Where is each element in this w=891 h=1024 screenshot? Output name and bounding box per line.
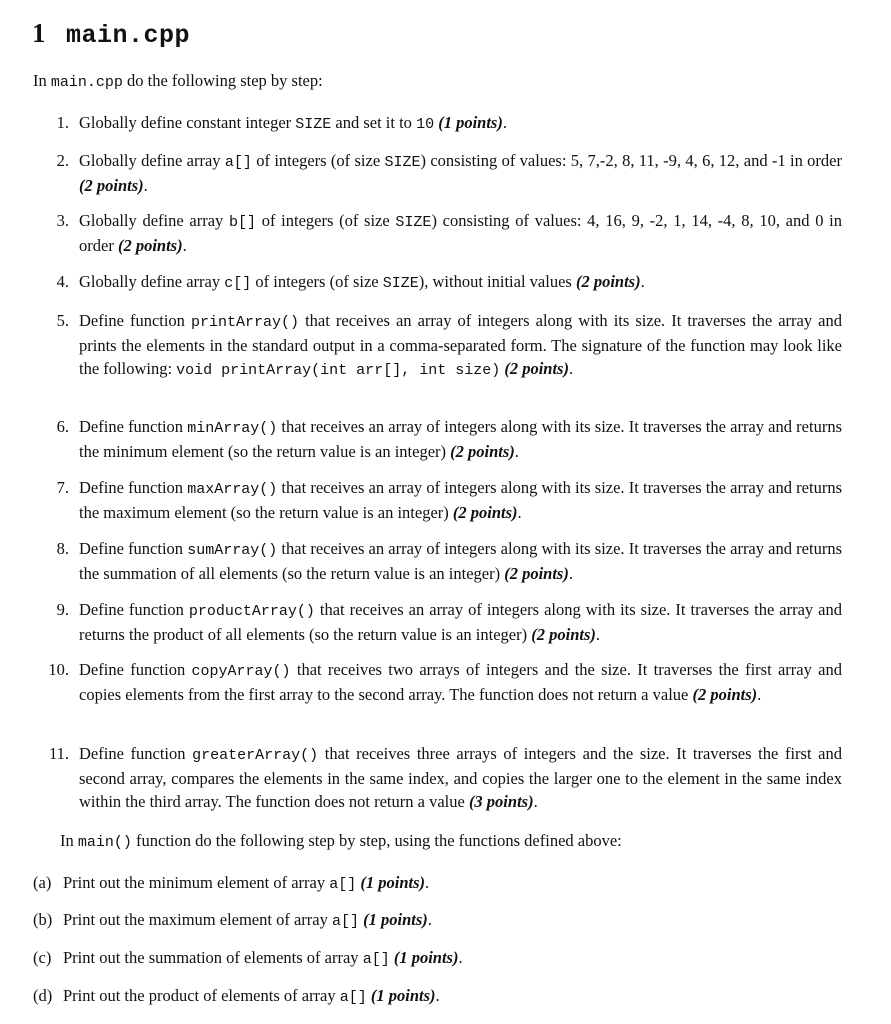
task-number: 2. bbox=[56, 151, 69, 170]
text-run: Globally define array bbox=[79, 211, 229, 230]
text-run: Print out the maximum element of array bbox=[63, 910, 332, 929]
text-run: Print out the product of elements of array bbox=[63, 986, 340, 1005]
points-label: (1 points) bbox=[438, 113, 503, 132]
text-run: Globally define array bbox=[79, 151, 225, 170]
inline-code: SIZE bbox=[382, 275, 419, 292]
intro-code: main.cpp bbox=[50, 74, 123, 91]
inline-code: a[] bbox=[339, 989, 367, 1006]
section-heading bbox=[32, 18, 190, 50]
points-label: (2 points) bbox=[452, 503, 518, 522]
inline-code: a[] bbox=[362, 951, 390, 968]
text-run: Print out the minimum element of array bbox=[63, 873, 330, 892]
text-run: . bbox=[143, 176, 148, 195]
inline-code: minArray() bbox=[187, 420, 278, 437]
task-item bbox=[56, 209, 842, 257]
points-label: (2 points) bbox=[531, 625, 596, 644]
task-item bbox=[56, 476, 842, 524]
text-run: . bbox=[425, 873, 430, 892]
subtask-item bbox=[33, 908, 432, 933]
task-number: 4. bbox=[56, 272, 69, 291]
points-label: (1 points) bbox=[393, 948, 459, 967]
points-label: (3 points) bbox=[468, 792, 534, 811]
subtask-letter: (d) bbox=[33, 986, 53, 1005]
text-run: Globally define array bbox=[79, 272, 225, 291]
text-run: that receives an array of integers along with its size. It traverses the array and returns the product of all elements (so the return value is an integer) bbox=[79, 600, 842, 644]
inline-code: a[] bbox=[331, 913, 359, 930]
subtask-letter: (a) bbox=[33, 873, 52, 892]
text-run: . bbox=[517, 503, 522, 522]
text-run: . bbox=[182, 236, 187, 255]
points-label: (2 points) bbox=[504, 564, 569, 583]
text-run: . bbox=[502, 113, 507, 132]
inline-code: a[] bbox=[224, 154, 252, 171]
text-run: that receives two arrays of integers and the size. It traverses the first array and copies elements from the first array to the second array. The function does not return a value bbox=[79, 660, 842, 704]
text-run: of integers (of size bbox=[251, 272, 383, 291]
task-number: 9. bbox=[56, 600, 69, 619]
section-number: 1 bbox=[32, 18, 46, 48]
points-label: (2 points) bbox=[504, 359, 569, 378]
text-run: of integers (of size bbox=[251, 151, 385, 170]
inline-code: maxArray() bbox=[187, 481, 278, 498]
main-intro-text: In bbox=[60, 831, 78, 850]
inline-code: productArray() bbox=[188, 603, 315, 620]
task-number: 5. bbox=[56, 311, 69, 330]
inline-code: greaterArray() bbox=[192, 747, 319, 764]
subtask-letter: (b) bbox=[33, 910, 53, 929]
text-run: . bbox=[427, 910, 432, 929]
text-run: . bbox=[568, 359, 574, 378]
text-run: ) consisting of values: 5, 7,-2, 8, 11, -9, 4, 6, 12, and -1 in order bbox=[420, 151, 842, 170]
text-run: . bbox=[514, 442, 519, 461]
text-run: Globally define constant integer bbox=[79, 113, 296, 132]
task-item bbox=[56, 309, 842, 382]
text-run: Define function bbox=[79, 660, 192, 679]
points-label: (2 points) bbox=[450, 442, 515, 461]
inline-code: void printArray(int arr[], int size) bbox=[176, 362, 501, 379]
task-number: 3. bbox=[56, 211, 69, 230]
subtask-item bbox=[33, 984, 440, 1009]
inline-code: 10 bbox=[416, 116, 435, 133]
text-run: that receives an array of integers along with its size. It traverses the array and returns the maximum element (so the return value is an integer) bbox=[79, 478, 842, 522]
text-run: . bbox=[533, 792, 538, 811]
task-item bbox=[48, 742, 842, 813]
inline-code: SIZE bbox=[395, 214, 432, 231]
task-item bbox=[56, 270, 842, 295]
text-run: . bbox=[640, 272, 645, 291]
inline-code: SIZE bbox=[384, 154, 421, 171]
text-run: Define function bbox=[79, 600, 189, 619]
text-run: Print out the summation of elements of array bbox=[63, 948, 363, 967]
text-run: . bbox=[435, 986, 440, 1005]
task-number: 7. bbox=[56, 478, 69, 497]
text-run: Define function bbox=[79, 311, 191, 330]
points-label: (1 points) bbox=[360, 873, 426, 892]
points-label: (2 points) bbox=[79, 176, 144, 195]
points-label: (2 points) bbox=[117, 236, 183, 255]
text-run: . bbox=[458, 948, 463, 967]
task-item bbox=[48, 658, 842, 706]
text-run: of integers (of size bbox=[256, 211, 396, 230]
intro-text-end: do the following step by step: bbox=[122, 71, 323, 90]
inline-code: copyArray() bbox=[191, 663, 291, 680]
subtask-item bbox=[33, 871, 429, 896]
text-run: ) consisting of values: 4, 16, 9, -2, 1, 14, -4, 8, 10, and 0 in order bbox=[79, 211, 842, 255]
task-number: 1. bbox=[56, 113, 69, 132]
task-number: 11. bbox=[48, 744, 69, 763]
text-run: . bbox=[757, 685, 762, 704]
points-label: (2 points) bbox=[575, 272, 641, 291]
text-run: that receives an array of integers along with its size. It traverses the array and returns the summation of all elements (so the return value is an integer) bbox=[79, 539, 842, 583]
task-number: 6. bbox=[56, 417, 69, 436]
section-title: main.cpp bbox=[66, 21, 191, 50]
text-run: . bbox=[568, 564, 573, 583]
text-run: Define function bbox=[79, 417, 188, 436]
text-run: Define function bbox=[79, 478, 188, 497]
text-run: that receives an array of integers along with its size. It traverses the array and prints the elements in the standard output in a comma-separated form. The signature of the function may look like the following: bbox=[79, 311, 842, 378]
text-run: ), without initial values bbox=[418, 272, 576, 291]
inline-code: SIZE bbox=[295, 116, 332, 133]
text-run: and set it to bbox=[331, 113, 417, 132]
task-number: 8. bbox=[56, 539, 69, 558]
task-item bbox=[56, 111, 842, 136]
task-item bbox=[56, 415, 842, 463]
task-item bbox=[56, 149, 842, 197]
points-label: (2 points) bbox=[692, 685, 758, 704]
points-label: (1 points) bbox=[363, 910, 428, 929]
inline-code: a[] bbox=[329, 876, 357, 893]
intro-text: In bbox=[33, 71, 51, 90]
task-item bbox=[56, 537, 842, 585]
text-run: Define function bbox=[79, 744, 193, 763]
main-intro-paragraph bbox=[60, 829, 622, 854]
main-intro-code: main() bbox=[77, 834, 132, 851]
inline-code: printArray() bbox=[191, 314, 300, 331]
inline-code: c[] bbox=[224, 275, 252, 292]
subtask-letter: (c) bbox=[33, 948, 52, 967]
text-run: that receives three arrays of integers and the size. It traverses the first and second array, compares the elements in the same index, and copies the larger one to the element in the same index within the third array. The function does not return a value bbox=[79, 744, 842, 811]
text-run: . bbox=[595, 625, 600, 644]
subtask-item bbox=[33, 946, 463, 971]
inline-code: b[] bbox=[228, 214, 256, 231]
points-label: (1 points) bbox=[370, 986, 436, 1005]
inline-code: sumArray() bbox=[187, 542, 278, 559]
task-item bbox=[56, 598, 842, 646]
task-number: 10. bbox=[48, 660, 69, 679]
intro-paragraph bbox=[33, 69, 323, 94]
text-run: Define function bbox=[79, 539, 188, 558]
text-run: that receives an array of integers along with its size. It traverses the array and returns the minimum element (so the return value is an integer) bbox=[79, 417, 842, 461]
main-intro-text-end: function do the following step by step, using the functions defined above: bbox=[131, 831, 622, 850]
